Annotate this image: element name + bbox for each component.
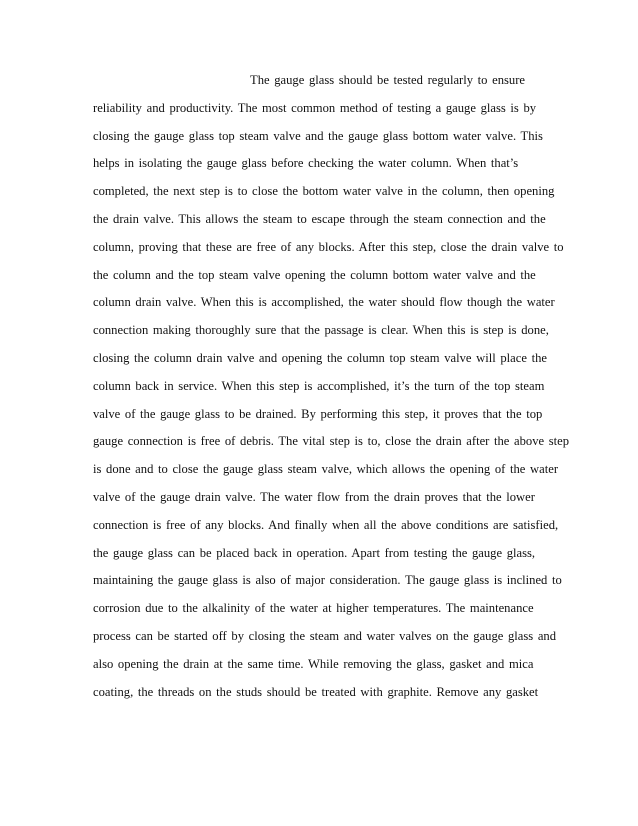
text-line: column, proving that these are free of any blocks. After this step, close the drain valve to <box>93 239 564 254</box>
text-line: also opening the drain at the same time. While removing the glass, gasket and mica <box>93 656 534 671</box>
text-line: column drain valve. When this is accomplished, the water should flow though the water <box>93 295 555 310</box>
text-line: coating, the threads on the studs should be treated with graphite. Remove any gasket <box>93 684 539 699</box>
text-line: the gauge glass can be placed back in operation. Apart from testing the gauge glass, <box>93 545 536 560</box>
text-line: is done and to close the gauge glass steam valve, which allows the opening of the water <box>93 462 559 477</box>
text-line: closing the column drain valve and opening the column top steam valve will place the <box>93 350 547 365</box>
body-text <box>93 71 570 710</box>
text-line: closing the gauge glass top steam valve and the gauge glass bottom water valve. This <box>93 128 543 143</box>
text-line: corrosion due to the alkalinity of the water at higher temperatures. The maintenance <box>93 601 534 616</box>
text-line: helps in isolating the gauge glass before checking the water column. When that’s <box>93 156 519 171</box>
text-line: the column and the top steam valve opening the column bottom water valve and the <box>93 267 536 282</box>
text-line: column back in service. When this step is accomplished, it’s the turn of the top steam <box>93 378 545 393</box>
text-line: The gauge glass should be tested regularly to ensure <box>250 73 525 87</box>
text-line: gauge connection is free of debris. The vital step is to, close the drain after the above step <box>93 434 570 449</box>
text-line: connection making thoroughly sure that the passage is clear. When this is step is done, <box>93 323 549 338</box>
text-line: completed, the next step is to close the bottom water valve in the column, then opening <box>93 184 555 199</box>
text-line: connection is free of any blocks. And finally when all the above conditions are satisfied, <box>93 517 559 532</box>
text-line: reliability and productivity. The most common method of testing a gauge glass is by <box>93 100 537 115</box>
text-line: process can be started off by closing the steam and water valves on the gauge glass and <box>93 628 557 643</box>
text-line: valve of the gauge glass to be drained. By performing this step, it proves that the top <box>93 406 543 421</box>
text-line: maintaining the gauge glass is also of major consideration. The gauge glass is inclined to <box>93 573 562 588</box>
text-line: valve of the gauge drain valve. The water flow from the drain proves that the lower <box>93 489 535 504</box>
text-line: the drain valve. This allows the steam to escape through the steam connection and the <box>93 211 546 226</box>
